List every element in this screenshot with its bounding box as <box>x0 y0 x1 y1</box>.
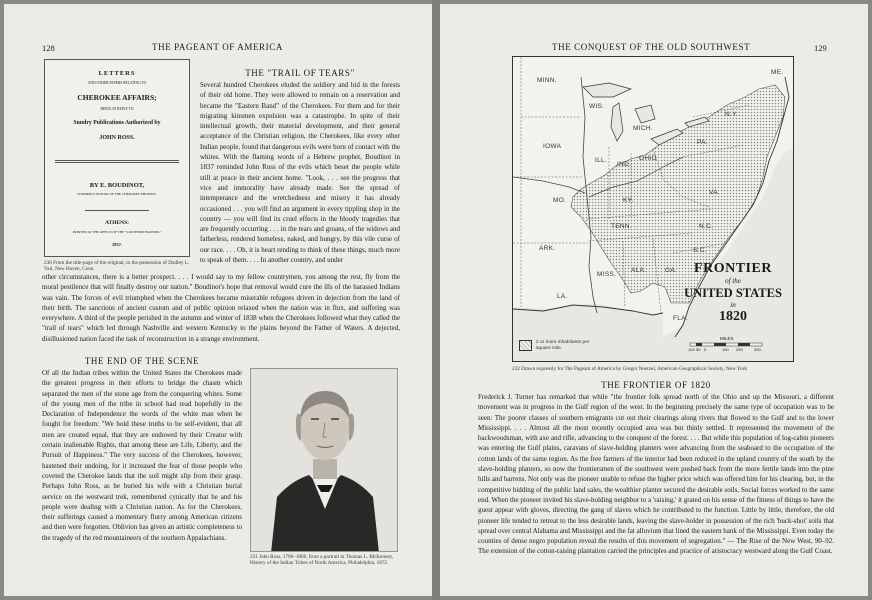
running-head: THE PAGEANT OF AMERICA <box>152 42 283 52</box>
portrait-illustration <box>251 369 398 552</box>
scale-tick: 0 <box>704 347 707 352</box>
map-title <box>673 253 793 323</box>
frontier-map-1820 <box>512 56 794 362</box>
scale-tick: 50 <box>696 347 701 352</box>
state-label-iowa: IOWA <box>543 143 562 150</box>
scale-tick: 300 <box>754 347 761 352</box>
state-label-ny: N.Y. <box>725 111 739 118</box>
scale-tick: 100 <box>688 347 695 352</box>
frontier-text: Frederick J. Turner has remarked that while "the frontier folk spread north of the Ohio and up the Missouri, a different movement was in progress in the Gulf region of the west. In the beginning precisely the same type of occupation was to be seen: The poorer classes of southern emigrants cut out their clearings along rivers that flowed to the Gulf and to the lower Mississippi. . . . Almost all the most recently occupied area was but thinly settled. It represented the movement of the backwoodsman, with axe and rifle, advancing to the conquest of the forest. . . . But while this population of log-cabin pioneers was entering the Gulf plains, caravans of slave-holding planters were advancing from the seaboard to the occupation of the cotton lands of the same region. As the free farmers of the interior had been reduced in the upland country of the south by the slave-holding planters, so now the frontiersmen of the southwest were pushed back from the more fertile lands into the pine hills and barrens. Not only was the pioneer unable to refuse the higher price which was offered him for his clearing, but, in the competitive bidding of the public land sales, the wealthier planter secured the desirable soils. Social forces worked to the same end. When the pioneer invited his slave-holding neighbor to a 'raising,' it grated on his sense of the fitness of things to have the guest appear with gloves, directing the gang of slaves which he contributed to the function. Little by little, therefore, the old pioneer life tended to retreat to the less desirable lands, leaving the slave-holder in possession of the rich 'buck-shot' soils that spread over central Alabama and Mississippi and the fat alluvium that lined the eastern bank of the Mississippi. Even today the counties of dense negro population reveal the results of this movement of segregation." — The Rise of the New West, 90–92. The extension of the cotton-raising plantation carried the principles and practice of aristocracy westward along the Gulf Coast. <box>478 393 834 556</box>
running-head: THE CONQUEST OF THE OLD SOUTHWEST <box>552 42 751 52</box>
page-number: 129 <box>814 43 827 53</box>
caption-232: 232 Drawn expressly for The Pageant of America by Gregor Noetzel, American Geographical Society, New York <box>512 366 747 372</box>
map-title-line-1: FRONTIER <box>694 261 772 276</box>
john-ross-portrait <box>250 368 398 552</box>
state-label-ohio: OHIO <box>639 155 657 162</box>
state-label-ga: GA. <box>665 267 678 274</box>
tp-sundry: Sundry Publications Authorized by <box>73 120 161 126</box>
title-page-facsimile <box>44 59 190 257</box>
tp-rule <box>55 160 179 161</box>
state-label-ala: ALA. <box>631 267 647 274</box>
right-page <box>440 4 868 596</box>
left-page <box>4 4 432 596</box>
state-label-minn: MINN. <box>537 77 557 84</box>
tp-printed: PRINTED AT THE OFFICE OF THE "SOUTHERN BANNER." <box>72 230 162 234</box>
state-label-miss: MISS. <box>597 271 617 278</box>
map-title-line-4: in <box>730 301 736 309</box>
map-title-line-3: UNITED STATES <box>684 286 782 300</box>
end-of-scene-heading: THE END OF THE SCENE <box>84 356 200 366</box>
state-label-wis: WIS. <box>589 103 605 110</box>
legend-label: 2 or more inhabitants per square mile <box>536 340 590 351</box>
trail-of-tears-heading: THE "TRAIL OF TEARS" <box>245 68 355 78</box>
tp-formerly: FORMERLY EDITOR OF THE CHEROKEE PHOENIX. <box>77 192 157 196</box>
state-label-va: VA. <box>709 189 720 196</box>
scale-tick: 100 <box>722 347 729 352</box>
map-title-line-5: 1820 <box>719 309 747 324</box>
legend-swatch <box>519 340 532 351</box>
state-label-mich: MICH. <box>633 125 653 132</box>
tp-and-other: AND OTHER PAPERS RELATING TO <box>87 81 147 85</box>
state-label-mo: MO. <box>553 197 567 204</box>
state-label-nc: N.C. <box>699 223 714 230</box>
tp-affairs: CHEROKEE AFFAIRS; <box>77 93 157 102</box>
scale-tick: 200 <box>736 347 743 352</box>
state-label-tenn: TENN. <box>611 223 632 230</box>
frontier-heading: THE FRONTIER OF 1820 <box>601 380 711 390</box>
map-scale-bar <box>688 336 768 352</box>
tp-letters: LETTERS <box>98 70 136 77</box>
tp-by: BY E. BOUDINOT, <box>89 182 145 189</box>
tp-athens: ATHENS: <box>104 220 130 226</box>
trail-of-tears-text: Several hundred Cherokees eluded the soldiery and hid in the forests of their old home. They were allowed to remain on a reservation and became the "Eastern Band" of the Cherokees. For them and for their migrating kinsmen expulsion was a catastrophe. In spite of their intellectual growth, their material development, and their general acceptance of the Christian religion, the Cherokees, like every other Indian people, found that dangerous evils were born of contact with the whites. With the flaming words of a Hebrew prophet, Boudinot in 1837 reminded John Ross of the evils which beset the people while still at peace in their ancient home. "Look, . . . see the progress that vice and immorality have already made. See the spread of intemperance and the wretchedness and misery it has already occasioned . . . you will find an argument in every tippling shop in the country — you will find its cruel effects in the bloody tragedies that are frequently occurring . . . in the tears and groans, of the widows and fatherless, rendered homeless, naked, and hungry, by this vile curse of our race. . . . Oh, it is heart rending to think of these things, much more to speak of them. . . . In another country, and under <box>200 81 400 265</box>
caption-231: 231 John Ross, 1790–1866, from a portrait in Thomas L. McKenney, History of the Indian Tribes of North America, Philadelphia, 1872 <box>250 554 394 567</box>
state-label-ill: ILL. <box>595 157 608 164</box>
tp-ross: JOHN ROSS. <box>99 135 135 141</box>
state-label-la: LA. <box>557 293 568 300</box>
book-gutter <box>432 0 440 600</box>
state-label-me: ME. <box>771 69 784 76</box>
page-number: 128 <box>42 43 55 53</box>
trail-of-tears-text-continued: other circumstances, there is a better prospect. . . . I would say to my fellow countrymen, you among the rest, fly from the moral pestilence that will finally destroy our nation." Boudinot's hope that removal would cure the ills of the harassed Indians was vain. The forces of evil triumphed when the Cherokees became miserable refugees driven in dejection from the land of their birth. The sanctions of ancient custom and of public opinion relaxed when the nation was in flux, and suffering was everywhere. A third of the people perished in the autumn and winter of 1838 when the Cherokees followed what they called the "trail of tears" which led through Nashville and western Kentucky to the plains beyond the Father of Waters. A dejected, disillusioned nation faced the task of reconstruction in a strange environment. <box>42 273 400 343</box>
map-legend <box>519 339 603 355</box>
end-of-scene-text: Of all the Indian tribes within the United States the Cherokees made the greatest progress in their efforts to bridge the chasm which separated the men of the stone age from the conquering whites. Some of the young men of the tribe in school had read hopefully in the Declaration of Independence the words of the white man when he fought for freedom: "We hold these truths to be self-evident, that all men are created equal, that they are endowed by their Creator with certain inalienable Rights, that among these are Life, Liberty, and the Pursuit of Happiness." The very success of the Cherokees, however, hastened their undoing, for it increased the fear of those people who coveted the Cherokee lands that the soil might slip from their grasp. Perhaps John Ross, as he buried his wife with a Christian burial service on the westward trek, remembered cynically that he and his people were dealing with a Christian nation. As for the Cherokees, their sufferings caused a momentary flurry among American citizens and then were forgotten. Oblivion has given an artistic completeness to the tragedy of the red mountaineers of the southern Appalachians. <box>42 369 242 542</box>
state-label-ind: IND. <box>617 161 632 168</box>
state-label-pa: PA. <box>697 139 708 146</box>
tp-rule <box>55 162 179 163</box>
tp-rule <box>85 210 149 211</box>
state-label-ky: KY. <box>623 197 634 204</box>
tp-year: 1837. <box>111 242 123 247</box>
tp-being-reply: BEING IN REPLY TO <box>100 107 134 111</box>
caption-230: 230 From the title-page of the original, in the possession of Dudley L. Vail, New Haven, Conn. <box>44 260 190 273</box>
state-label-ark: ARK. <box>539 245 556 252</box>
map-title-line-2: of the <box>725 277 741 285</box>
state-label-fla: FLA. <box>673 315 688 322</box>
scale-label: MILES <box>720 336 734 341</box>
state-label-sc: S.C. <box>693 247 707 254</box>
